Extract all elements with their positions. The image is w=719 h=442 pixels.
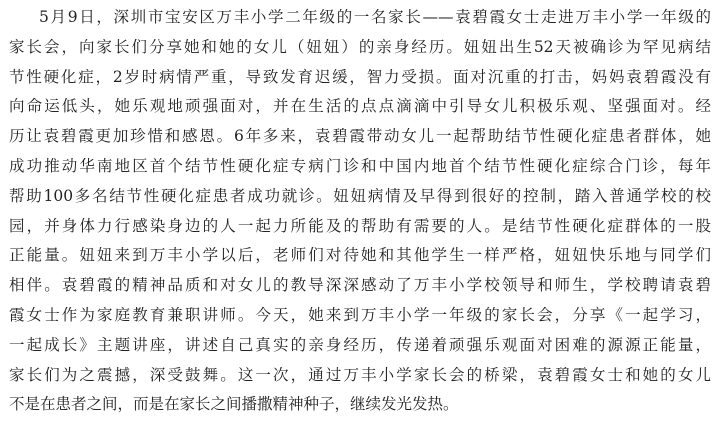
paragraph-line-8: 园，并身体力行感染身边的人一起力所能及的帮助有需要的人。是结节性硬化症群体的一股 [9, 216, 711, 235]
paragraph-line-2: 家长会，向家长们分享她和她的女儿（妞妞）的亲身经历。妞妞出生52天被确诊为罕见病结 [9, 37, 711, 56]
paragraph-line-13: 家长们为之震撼，深受鼓舞。这一次，通过万丰小学家长会的桥梁，袁碧霞女士和她的女儿 [9, 365, 711, 384]
paragraph-line-3: 节性硬化症，2岁时病情严重，导致发育迟缓，智力受损。面对沉重的打击，妈妈袁碧霞没有 [9, 67, 711, 86]
paragraph-line-14: 不是在患者之间，而是在家长之间播撒精神种子，继续发光发热。 [9, 395, 459, 414]
paragraph-line-7: 帮助100多名结节性硬化症患者成功就诊。妞妞病情及早得到很好的控制，踏入普通学校的校 [9, 186, 711, 205]
paragraph-line-10: 相伴。袁碧霞的精神品质和对女儿的教导深深感动了万丰小学校领导和师生，学校聘请袁碧 [9, 276, 711, 295]
paragraph-line-9: 正能量。妞妞来到万丰小学以后，老师们对待她和其他学生一样严格，妞妞快乐地与同学们 [9, 246, 711, 265]
paragraph-line-12: 一起成长》主题讲座，讲述自己真实的亲身经历，传递着顽强乐观面对困难的源源正能量， [9, 335, 711, 354]
paragraph-line-6: 成功推动华南地区首个结节性硬化症专病门诊和中国内地首个结节性硬化症综合门诊，每年 [9, 156, 711, 175]
paragraph-line-5: 历让袁碧霞更加珍惜和感恩。6年多来，袁碧霞带动女儿一起帮助结节性硬化症患者群体，她 [9, 127, 711, 146]
paragraph-line-11: 霞女士作为家庭教育兼职讲师。今天，她来到万丰小学一年级的家长会，分享《一起学习， [9, 305, 711, 324]
paragraph-line-4: 向命运低头，她乐观地顽强面对，并在生活的点点滴滴中引导女儿积极乐观、坚强面对。经 [9, 97, 711, 116]
paragraph-line-1: 5月9日，深圳市宝安区万丰小学二年级的一名家长——袁碧霞女士走进万丰小学一年级的 [39, 8, 711, 26]
